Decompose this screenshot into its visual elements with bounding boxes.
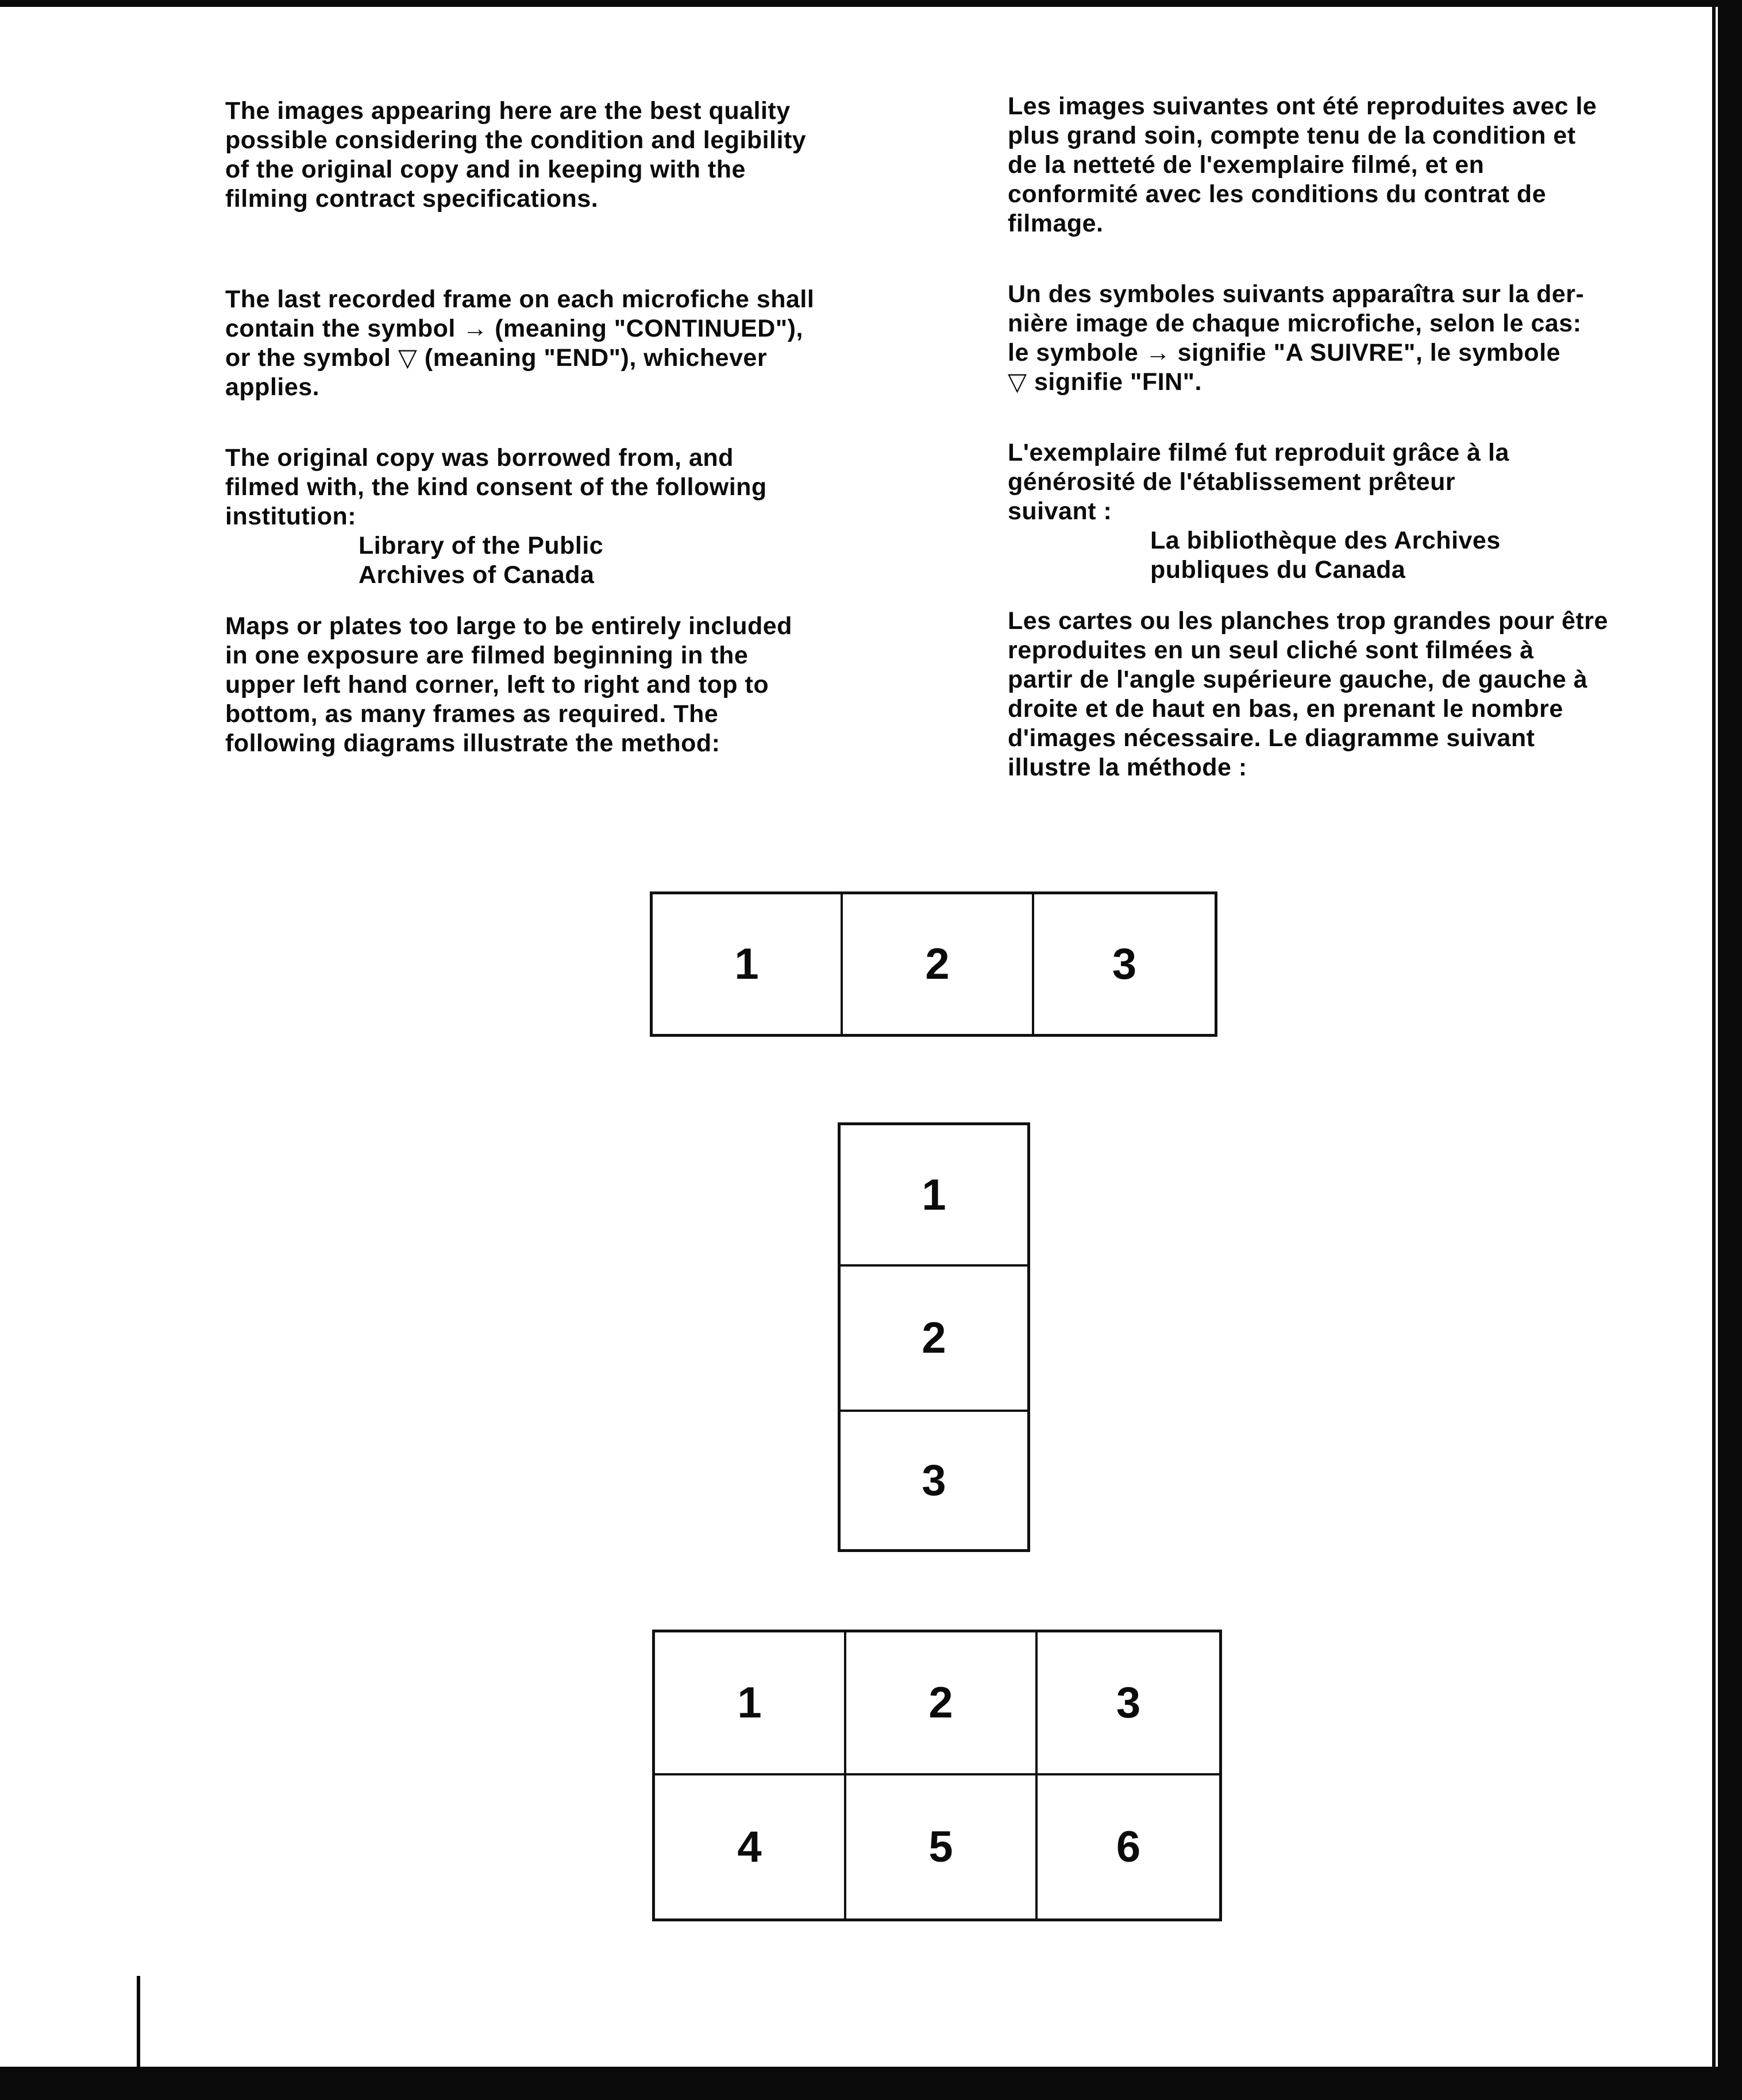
text-line: le symbole → signifie "A SUIVRE", le symbole <box>1008 339 1561 366</box>
frame-cell: 3 <box>841 1410 1027 1549</box>
french-paragraph-quality <box>1008 92 1608 238</box>
scan-border-right <box>1718 0 1742 2100</box>
text-line: suivant : <box>1008 497 1112 525</box>
english-paragraph-maps <box>225 612 814 758</box>
frame-cell: 2 <box>844 1632 1035 1773</box>
text-line: reproduites en un seul cliché sont filmées à <box>1008 636 1534 664</box>
text-line: contain the symbol → (meaning "CONTINUED"), <box>225 315 803 342</box>
text-line: Les images suivantes ont été reproduites avec le <box>1008 92 1597 120</box>
frame-cell: 5 <box>844 1773 1035 1918</box>
text-line: Un des symboles suivants apparaîtra sur la der- <box>1008 280 1585 308</box>
text-line: applies. <box>225 373 320 401</box>
institution-name-line: publiques du Canada <box>1150 556 1406 584</box>
institution-name-line: Library of the Public <box>359 532 604 559</box>
text-line: Maps or plates too large to be entirely included <box>225 612 792 640</box>
french-paragraph-symbols <box>1008 280 1608 397</box>
diagram-horizontal-frames <box>650 891 1217 1037</box>
frame-cell: 2 <box>841 894 1032 1034</box>
text-line: conformité avec les conditions du contrat de <box>1008 180 1547 208</box>
frame-cell: 4 <box>655 1773 844 1918</box>
text-line: partir de l'angle supérieure gauche, de gauche à <box>1008 666 1588 693</box>
text-line: following diagrams illustrate the method: <box>225 729 720 757</box>
text-line: Les cartes ou les planches trop grandes pour être <box>1008 607 1608 635</box>
text-line: or the symbol ▽ (meaning "END"), whichever <box>225 344 768 372</box>
text-line: de la netteté de l'exemplaire filmé, et en <box>1008 151 1485 179</box>
text-line: institution: <box>225 503 357 530</box>
english-paragraph-symbols <box>225 285 814 402</box>
text-line: L'exemplaire filmé fut reproduit grâce à la <box>1008 439 1509 466</box>
frame-cell: 3 <box>1032 894 1215 1034</box>
diagram-vertical-frames <box>838 1122 1030 1552</box>
diagram-grid-frames <box>652 1630 1222 1921</box>
text-line: The last recorded frame on each microfiche shall <box>225 285 815 313</box>
text-line: possible considering the condition and legibility <box>225 126 807 154</box>
text-line: nière image de chaque microfiche, selon le cas: <box>1008 310 1582 337</box>
institution-name-line: La bibliothèque des Archives <box>1150 527 1501 554</box>
english-column <box>225 96 814 758</box>
text-line: d'images nécessaire. Le diagramme suivant <box>1008 724 1535 752</box>
text-line: ▽ signifie "FIN". <box>1008 368 1202 396</box>
text-line: of the original copy and in keeping with the <box>225 156 746 183</box>
frame-cell: 1 <box>922 1170 946 1219</box>
scan-border-right-inner <box>1712 0 1716 2068</box>
text-line: filmed with, the kind consent of the following <box>225 473 767 501</box>
text-line: filming contract specifications. <box>225 185 599 213</box>
institution-name-line: Archives of Canada <box>359 561 595 589</box>
french-column <box>1008 92 1608 782</box>
text-line: filmage. <box>1008 210 1104 237</box>
text-line: plus grand soin, compte tenu de la condition et <box>1008 122 1576 149</box>
text-line: The original copy was borrowed from, and <box>225 444 734 472</box>
text-line: générosité de l'établissement prêteur <box>1008 468 1456 496</box>
text-line: bottom, as many frames as required. The <box>225 700 719 728</box>
frame-cell: 3 <box>1035 1632 1219 1773</box>
french-paragraph-institution <box>1008 438 1608 585</box>
english-paragraph-quality <box>225 96 814 214</box>
french-paragraph-maps <box>1008 607 1608 782</box>
text-line: droite et de haut en bas, en prenant le nombre <box>1008 695 1563 723</box>
text-line: The images appearing here are the best quality <box>225 97 791 125</box>
text-line: upper left hand corner, left to right and top to <box>225 671 769 698</box>
english-paragraph-institution <box>225 443 814 590</box>
frame-cell: 1 <box>734 940 759 989</box>
frame-cell: 1 <box>737 1678 762 1727</box>
scan-border-left-mark <box>137 1976 140 2068</box>
text-line: in one exposure are filmed beginning in the <box>225 642 749 669</box>
scan-border-bottom <box>0 2067 1742 2100</box>
text-line: illustre la méthode : <box>1008 754 1247 781</box>
frame-cell: 6 <box>1035 1773 1219 1918</box>
frame-cell: 2 <box>841 1264 1027 1410</box>
scan-border-top <box>0 0 1742 7</box>
